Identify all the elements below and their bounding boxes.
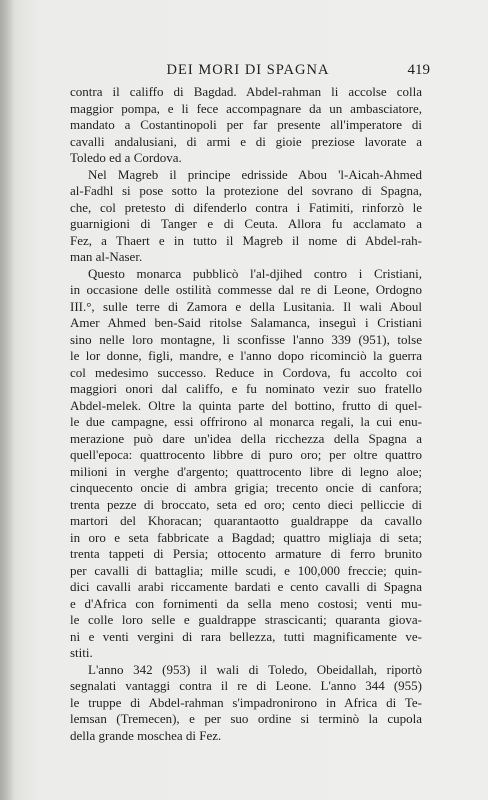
paragraph [70,84,422,167]
text-line: III.°, sulle terre di Zamora e della Lusitania. Il wali Aboul [70,298,422,314]
text-line: cinquecento oncie di ambra grigia; trecento oncie di canfora; [70,480,422,495]
text-line: le due campagne, essi offrirono al monarca regali, la cui enu- [70,414,422,429]
text-line: le colle loro selle e gualdrappe strascicanti; quaranta giova- [70,612,422,627]
text-line: merazione può dare un'idea della ricchezza della Spagna a [70,430,422,446]
text-line: Questo monarca pubblicò l'al-djihed contro i Cristiani, [88,265,422,281]
text-line: le truppe di Abdel-rahman s'impadronirono in Africa di Te- [70,694,422,710]
text-line: Abdel-melek. Oltre la quinta parte del bottino, frutto di quel- [70,397,422,413]
text-line: della grande moschea di Fez. [70,727,222,743]
text-line: trenta tappeti di Persia; ottocento armature di ferro brunito [70,546,422,561]
text-line: in oro e seta fabbricate a Bagdad; quattro migliaja di seta; [70,529,422,545]
page-header [70,62,430,80]
text-line: cavalli andalusiani, di armi e di gioie preziose lavorate a [70,133,422,149]
running-title: DEI MORI DI SPAGNA [166,62,330,78]
text-line: sino nelle loro montagne, li sconfisse l'anno 339 (951), tolse [70,331,422,347]
text-line: Fez, a Thaert e in tutto il Magreb il nome di Abdel-rah- [70,232,422,248]
text-line: per cavalli di battaglia; mille scudi, e 100,000 freccie; quin- [70,562,422,578]
paragraph [70,167,422,266]
text-line: lemsan (Tremecen), e per suo ordine si terminò la cupola [70,711,422,726]
text-line: al-Fadhl si pose sotto la protezione del sovrano di Spagna, [70,183,422,198]
text-line: quell'epoca: quattrocento libbre di puro oro; per oltre quattro [70,447,422,462]
text-line: L'anno 342 (953) il wali di Toledo, Obeidallah, riportò [88,661,422,677]
text-line: mandato a Costantinopoli per far presente all'imperatore di [70,117,422,132]
page-number: 419 [407,62,430,78]
text-line: e d'Africa con fornimenti da sella meno costosi; venti mu- [70,595,422,611]
text-line: man al-Naser. [70,249,143,264]
body-text [70,84,422,744]
text-line: stiti. [70,645,93,660]
paragraph [70,662,422,745]
text-line: Nel Magreb il principe edrisside Abou 'l-Aicah-Ahmed [88,166,422,182]
text-line: Amer Ahmed ben-Said ritolse Salamanca, inseguì i Cristiani [70,315,422,330]
text-line: col medesimo successo. Reduce in Cordova, fu accolto coi [70,364,422,380]
text-line: martori del Khoracan; quarantaotto gualdrappe da cavallo [70,513,422,528]
paragraph [70,266,422,662]
text-line: contra il califfo di Bagdad. Abdel-rahman li accolse colla [70,84,422,99]
text-line: ni e venti vergini di rara bellezza, tutti magnificamente ve- [70,628,422,644]
text-line: dici cavalli arabi riccamente bardati e cento cavalli di Spagna [70,579,422,594]
text-line: segnalati vantaggi contra il re di Leone. L'anno 344 (955) [70,678,422,693]
text-line: maggiori onori dal califfo, e fu nominato vezir suo fratello [70,381,422,396]
text-line: Toledo ed a Cordova. [70,150,182,165]
text-line: milioni in verghe d'argento; quattrocento libre di legno aloe; [70,463,422,479]
text-line: trenta pezze di broccato, seta ed oro; cento dieci pelliccie di [70,496,422,512]
text-line: che, col pretesto di difenderlo contra i Fatimiti, rinforzò le [70,199,422,215]
binding-shadow [0,0,14,800]
text-line: guarnigioni di Tanger e di Ceuta. Allora fu acclamato a [70,216,422,231]
text-line: in occasione delle ostilità commesse dal re di Leone, Ordogno [70,282,422,297]
text-line: le lor donne, figli, mandre, e l'anno dopo ricominciò la guerra [70,348,422,363]
text-line: maggior pompa, e li fece accompagnare da un ambasciatore, [70,100,422,116]
